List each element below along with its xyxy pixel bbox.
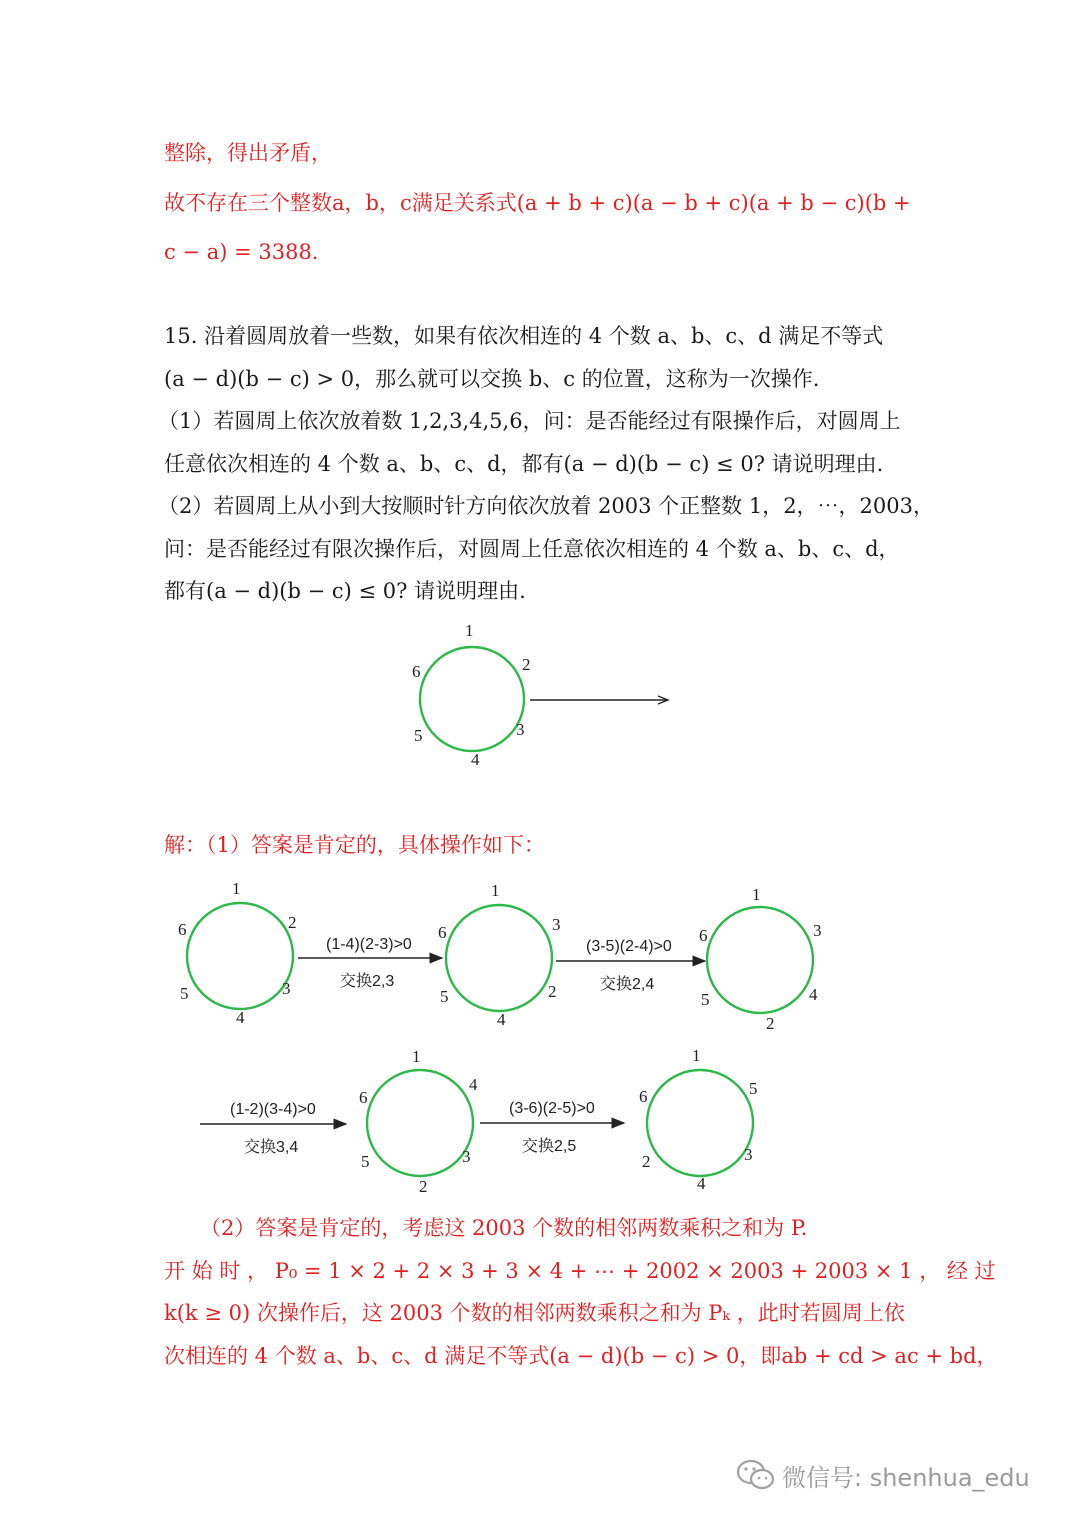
operation-arrow-3 bbox=[200, 1101, 346, 1156]
circle-label: 5 bbox=[361, 1152, 370, 1171]
circle-label: 2 bbox=[766, 1014, 775, 1033]
wechat-icon bbox=[736, 1458, 776, 1492]
watermark-text: 微信号: shenhua_edu bbox=[782, 1464, 1030, 1492]
condition-label: (1-4)(2-3)>0 bbox=[326, 936, 412, 953]
circle-step-1 bbox=[178, 879, 297, 1027]
circle-label: 6 bbox=[438, 923, 447, 942]
circle-label: 3 bbox=[516, 720, 525, 739]
circle-step-2 bbox=[438, 881, 561, 1029]
circle-label: 1 bbox=[752, 885, 761, 904]
watermark bbox=[736, 1456, 1056, 1496]
circle-label: 2 bbox=[642, 1152, 651, 1171]
circle-label: 5 bbox=[701, 990, 710, 1009]
circle-step-3 bbox=[699, 885, 822, 1033]
problem-15-part1-line-1: （1）若圆周上依次放着数 1,2,3,4,5,6，问：是否能经过有限操作后，对圆周上 bbox=[158, 409, 901, 433]
conclusion-line-1: 整除，得出矛盾， bbox=[164, 141, 332, 165]
circle-label: 5 bbox=[414, 726, 423, 745]
condition-label: (1-2)(3-4)>0 bbox=[230, 1101, 316, 1118]
circle-label: 6 bbox=[359, 1088, 368, 1107]
circle-label: 1 bbox=[491, 881, 500, 900]
condition-label: (3-6)(2-5)>0 bbox=[509, 1100, 595, 1117]
circle-label: 1 bbox=[692, 1046, 701, 1065]
circle-label: 4 bbox=[471, 750, 480, 769]
circle-label: 3 bbox=[282, 979, 291, 998]
solution-part2-line-1: （2）答案是肯定的，考虑这 2003 个数的相邻两数乘积之和为 P. bbox=[200, 1216, 808, 1240]
swap-label: 交换2,3 bbox=[340, 973, 395, 990]
circle-label: 6 bbox=[639, 1087, 648, 1106]
swap-label: 交换3,4 bbox=[244, 1139, 299, 1156]
circle-step-4 bbox=[359, 1047, 478, 1196]
problem-15-line-2: (a − d)(b − c) > 0，那么就可以交换 b、c 的位置，这称为一次操作. bbox=[164, 367, 820, 391]
circle-label: 5 bbox=[180, 984, 189, 1003]
circle-label: 4 bbox=[697, 1174, 706, 1193]
circle-label: 2 bbox=[288, 913, 297, 932]
circle-label: 2 bbox=[548, 982, 557, 1001]
solution-part2-line-2: 开 始 时 ， P₀ = 1 × 2 + 2 × 3 + 3 × 4 + ⋯ + 2002 × 2003 + 2003 × 1 ， 经 过 bbox=[164, 1259, 996, 1283]
problem-15-part1-line-2: 任意依次相连的 4 个数 a、b、c、d，都有(a − d)(b − c) ≤ 0? 请说明理由. bbox=[164, 452, 884, 476]
problem-15-part2-line-1: （2）若圆周上从小到大按顺时针方向依次放着 2003 个正整数 1，2，⋯，2003， bbox=[158, 494, 934, 518]
circle-label: 3 bbox=[552, 915, 561, 934]
condition-label: (3-5)(2-4)>0 bbox=[586, 938, 672, 955]
circle-label: 6 bbox=[412, 662, 421, 681]
circle-label: 3 bbox=[813, 921, 822, 940]
circle-label: 2 bbox=[419, 1177, 428, 1196]
circle-label: 3 bbox=[462, 1147, 471, 1166]
circle-label: 4 bbox=[236, 1008, 245, 1027]
solution-part2-line-3: k(k ≥ 0) 次操作后，这 2003 个数的相邻两数乘积之和为 Pₖ ，此时若圆周上依 bbox=[164, 1301, 905, 1325]
problem-circle bbox=[420, 647, 524, 751]
circle-label: 6 bbox=[178, 920, 187, 939]
circle-label: 1 bbox=[465, 621, 474, 640]
operation-arrow-4 bbox=[480, 1100, 624, 1155]
operation-arrow-2 bbox=[556, 938, 705, 993]
circle-label: 2 bbox=[522, 655, 531, 674]
circle-label: 4 bbox=[497, 1010, 506, 1029]
solution-heading: 解：（1）答案是肯定的，具体操作如下： bbox=[164, 833, 545, 857]
circle-label: 4 bbox=[809, 985, 818, 1004]
solution-diagram bbox=[160, 870, 880, 1200]
conclusion-line-3: c − a) = 3388. bbox=[164, 240, 319, 264]
operation-arrow-1 bbox=[298, 936, 442, 990]
problem-figure bbox=[400, 615, 680, 775]
circle-label: 1 bbox=[412, 1047, 421, 1066]
circle-label: 4 bbox=[469, 1075, 478, 1094]
circle-label: 6 bbox=[699, 926, 708, 945]
conclusion-line-2: 故不存在三个整数a，b，c满足关系式(a + b + c)(a − b + c)(a + b − c)(b + bbox=[164, 191, 911, 215]
circle-label: 5 bbox=[749, 1079, 758, 1098]
problem-15-line-1: 15. 沿着圆周放着一些数，如果有依次相连的 4 个数 a、b、c、d 满足不等式 bbox=[164, 324, 884, 348]
solution-part2-line-4: 次相连的 4 个数 a、b、c、d 满足不等式(a − d)(b − c) > 0，即ab + cd > ac + bd， bbox=[164, 1344, 998, 1368]
circle-step-5 bbox=[639, 1046, 758, 1193]
problem-15-part2-line-2: 问：是否能经过有限次操作后，对圆周上任意依次相连的 4 个数 a、b、c、d， bbox=[164, 537, 900, 561]
circle-label: 1 bbox=[232, 879, 241, 898]
circle-label: 5 bbox=[440, 987, 449, 1006]
problem-15-part2-line-3: 都有(a − d)(b − c) ≤ 0? 请说明理由. bbox=[164, 579, 526, 603]
swap-label: 交换2,4 bbox=[600, 976, 655, 993]
circle-label: 3 bbox=[744, 1145, 753, 1164]
swap-label: 交换2,5 bbox=[522, 1138, 577, 1155]
